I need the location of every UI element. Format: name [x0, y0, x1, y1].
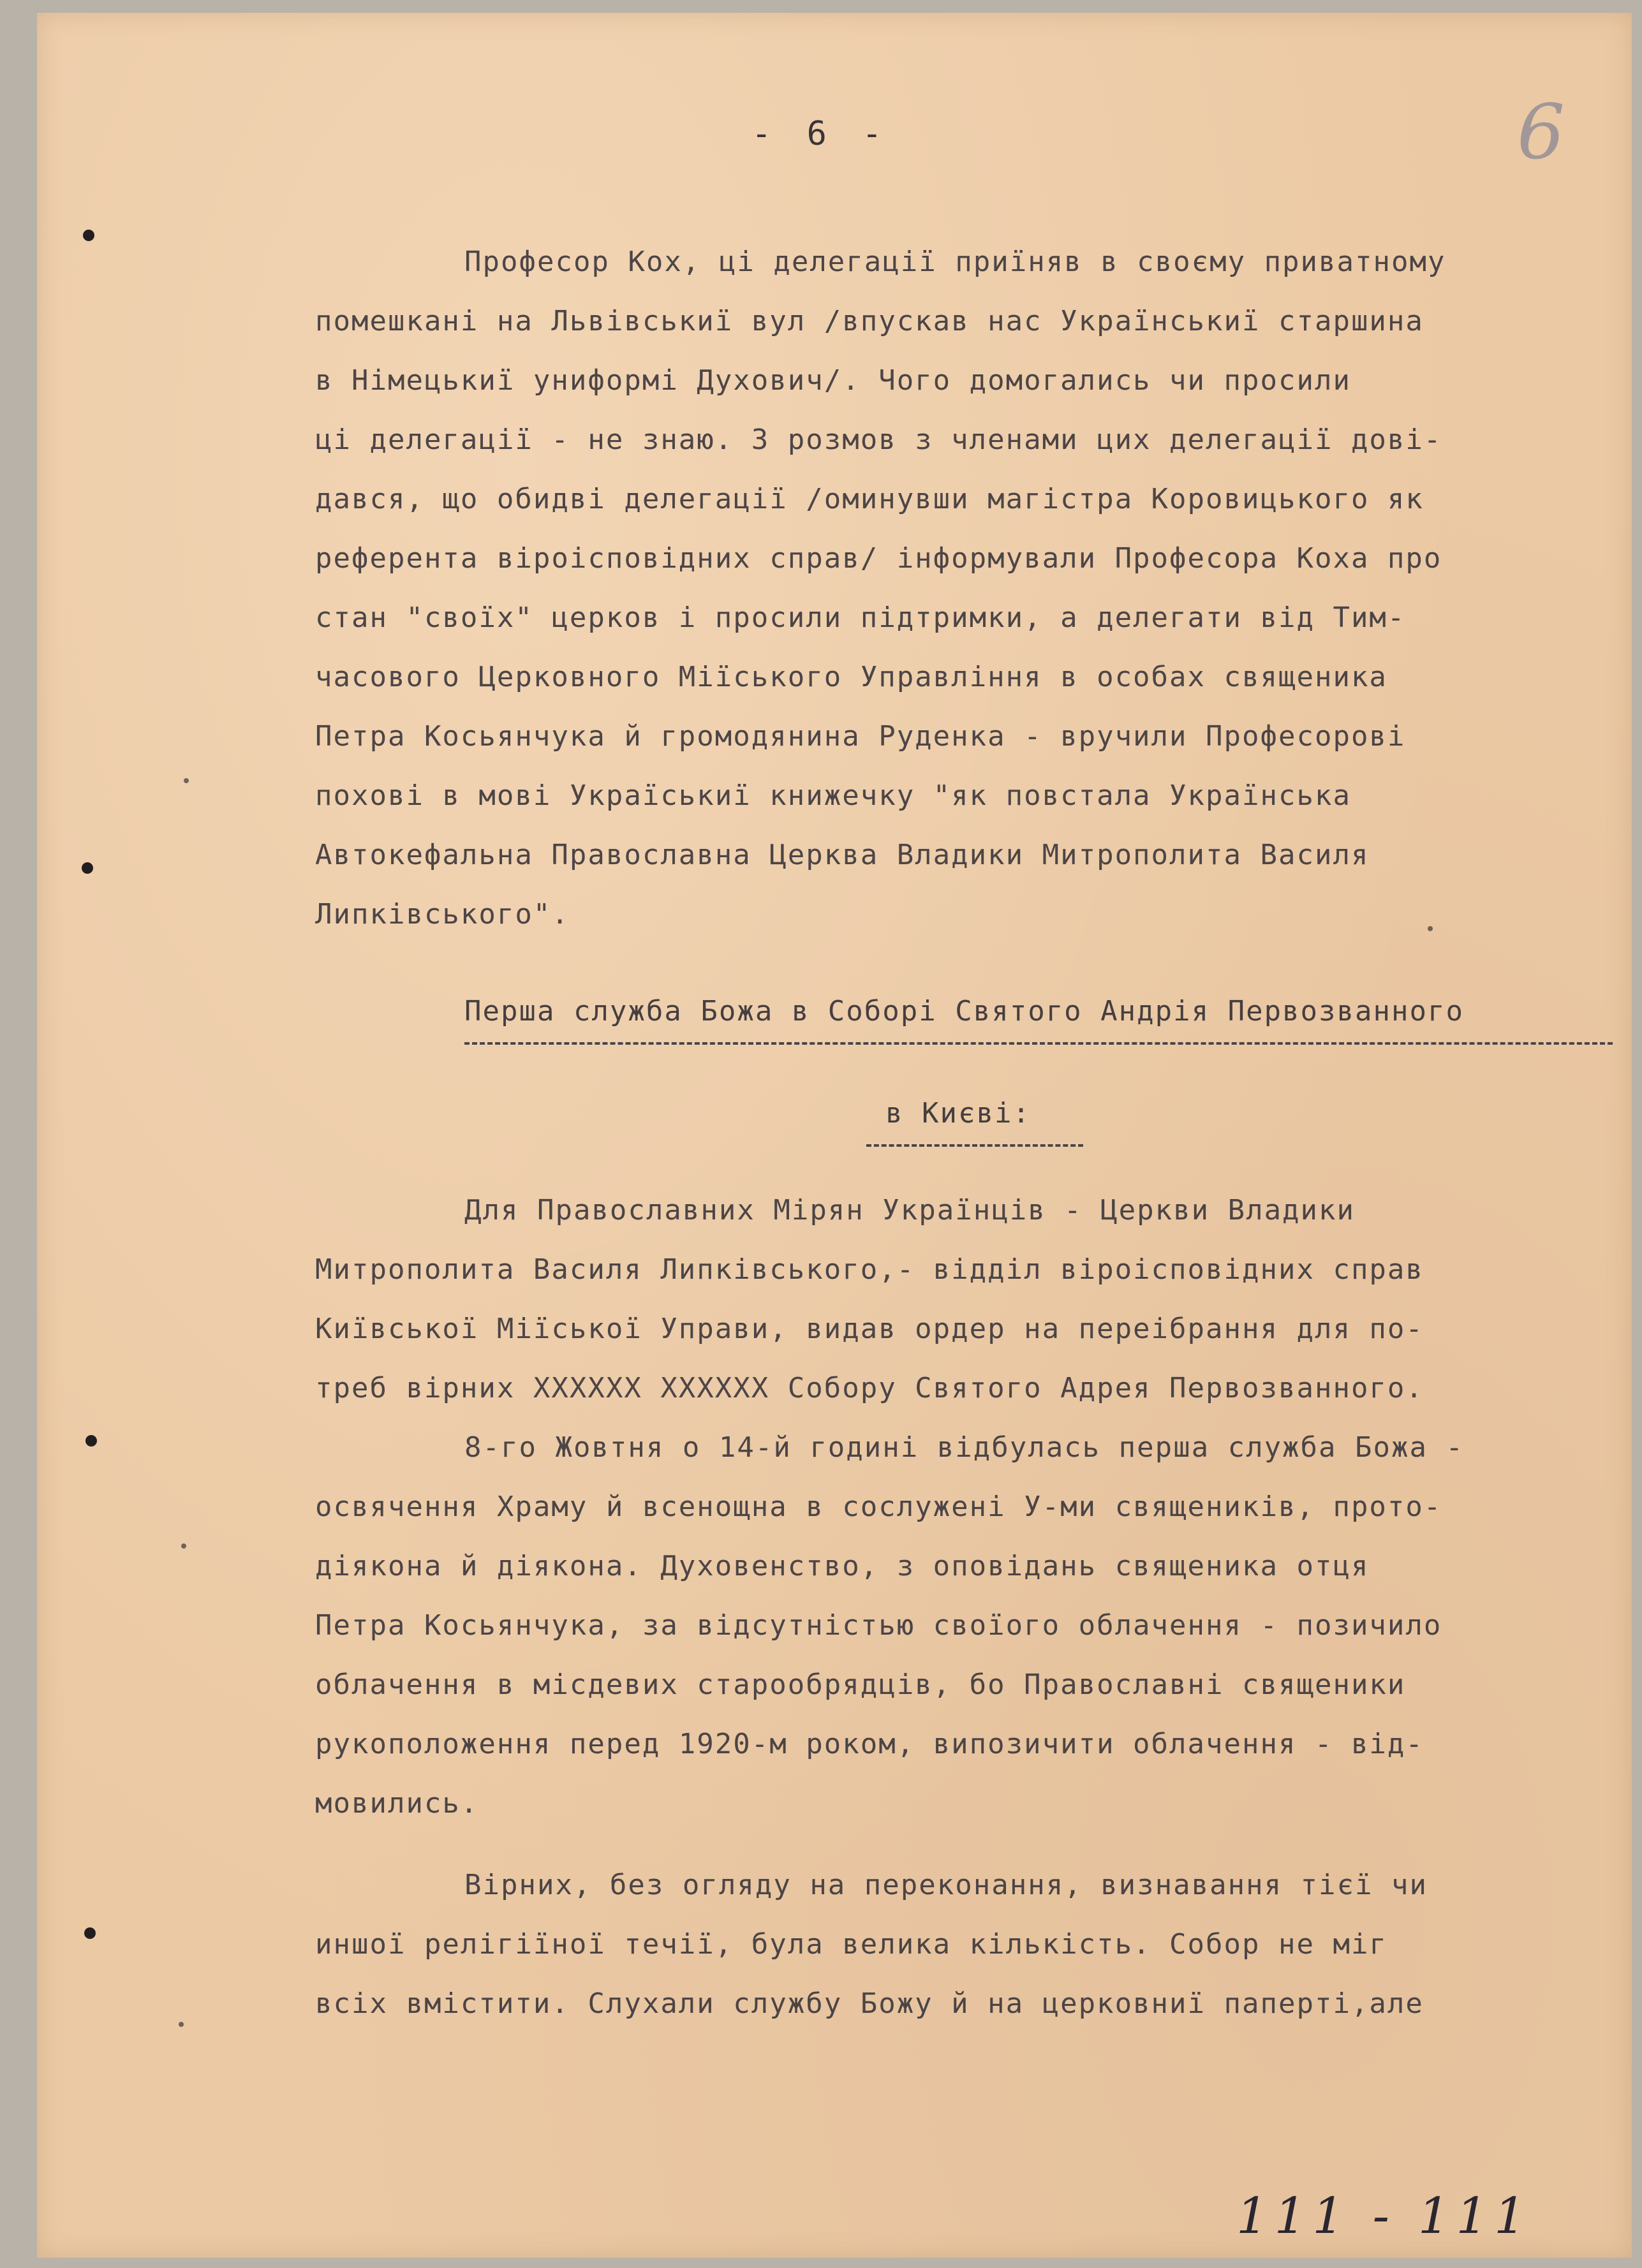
text-line: Петра Косьянчука й громодянина Руденка - вручили Професорові: [315, 720, 1406, 753]
heading-underline-short: [866, 1144, 1083, 1147]
text-line: Київської Міїської Управи, видав ордер на переібрання для по-: [315, 1313, 1424, 1345]
text-line: Петра Косьянчука, за відсутністью своїого облачення - позичило: [315, 1609, 1442, 1642]
text-line: рукоположення перед 1920-м роком, випозичити облачення - від-: [315, 1728, 1424, 1760]
text-line: освячення Храму й всенощна в сослужені У-ми священиків, прото-: [315, 1491, 1442, 1523]
section-heading-line-2: в Києві:: [885, 1097, 1031, 1130]
page-number: - 6 -: [751, 115, 890, 153]
text-line: облачення в місдевих старообрядців, бо Православні священики: [315, 1668, 1406, 1701]
binding-hole: [85, 1435, 97, 1447]
text-line: діякона й діякона. Духовенство, з оповідань священика отця: [315, 1550, 1370, 1582]
text-line: Липківського".: [315, 898, 570, 931]
binding-hole: [82, 862, 93, 874]
paper-speck: [184, 778, 189, 783]
text-line: всіх вмістити. Слухали службу Божу й на церковниї паперті,але: [315, 1987, 1424, 2020]
text-line: мовились.: [315, 1787, 479, 1820]
paper-speck: [1428, 926, 1433, 931]
text-line: помешкані на Львівськиї вул /впускав нас Українськиї старшина: [315, 305, 1424, 337]
text-line: Для Православних Мірян Українців - Церкви Владики: [464, 1194, 1356, 1226]
text-line: референта віроісповідних справ/ інформували Професора Коха про: [315, 542, 1442, 575]
text-line: в Німецькиї униформі Духович/. Чого домогались чи просили: [315, 364, 1351, 397]
text-line: ці делегації - не знаю. З розмов з членами цих делегації дові-: [315, 423, 1442, 456]
text-line: Митрополита Василя Липківського,- відділ віроісповідних справ: [315, 1253, 1424, 1286]
text-line: Автокефальна Православна Церква Владики Митрополита Василя: [315, 839, 1370, 871]
heading-underline: [464, 1042, 1613, 1045]
text-line: 8-го Жовтня о 14-й годині відбулась перша служба Божа -: [464, 1431, 1464, 1464]
section-heading-line-1: Перша служба Божа в Соборі Святого Андрія Первозванного: [464, 995, 1464, 1027]
paper-speck: [181, 1543, 186, 1549]
text-line: Професор Кох, ці делегації приїняв в своєму приватному: [464, 246, 1446, 278]
binding-hole: [83, 230, 94, 241]
text-line: треб вірних ХХХХХХ ХХХХХХ Собору Святого Адрея Первозванного.: [315, 1372, 1424, 1404]
binding-hole: [84, 1927, 96, 1939]
handwritten-folio-number: 111 - 111: [1236, 2188, 1532, 2245]
text-line: стан "своїх" церков і просили підтримки, а делегати від Тим-: [315, 601, 1406, 634]
archive-page-number: 6: [1517, 88, 1565, 176]
text-line: похові в мові Україськиї книжечку "як повстала Українська: [315, 779, 1351, 812]
text-line: дався, що обидві делегації /оминувши магістра Коровицького як: [315, 483, 1424, 515]
paper-speck: [179, 2022, 184, 2027]
text-line: Вірних, без огляду на переконання, визнавання тієї чи: [464, 1869, 1428, 1901]
text-line: часового Церковного Міїського Управління в особах священика: [315, 661, 1387, 693]
document-page: [37, 13, 1632, 2258]
text-line: иншої релігіїної течії, була велика кількість. Собор не міг: [315, 1928, 1387, 1961]
